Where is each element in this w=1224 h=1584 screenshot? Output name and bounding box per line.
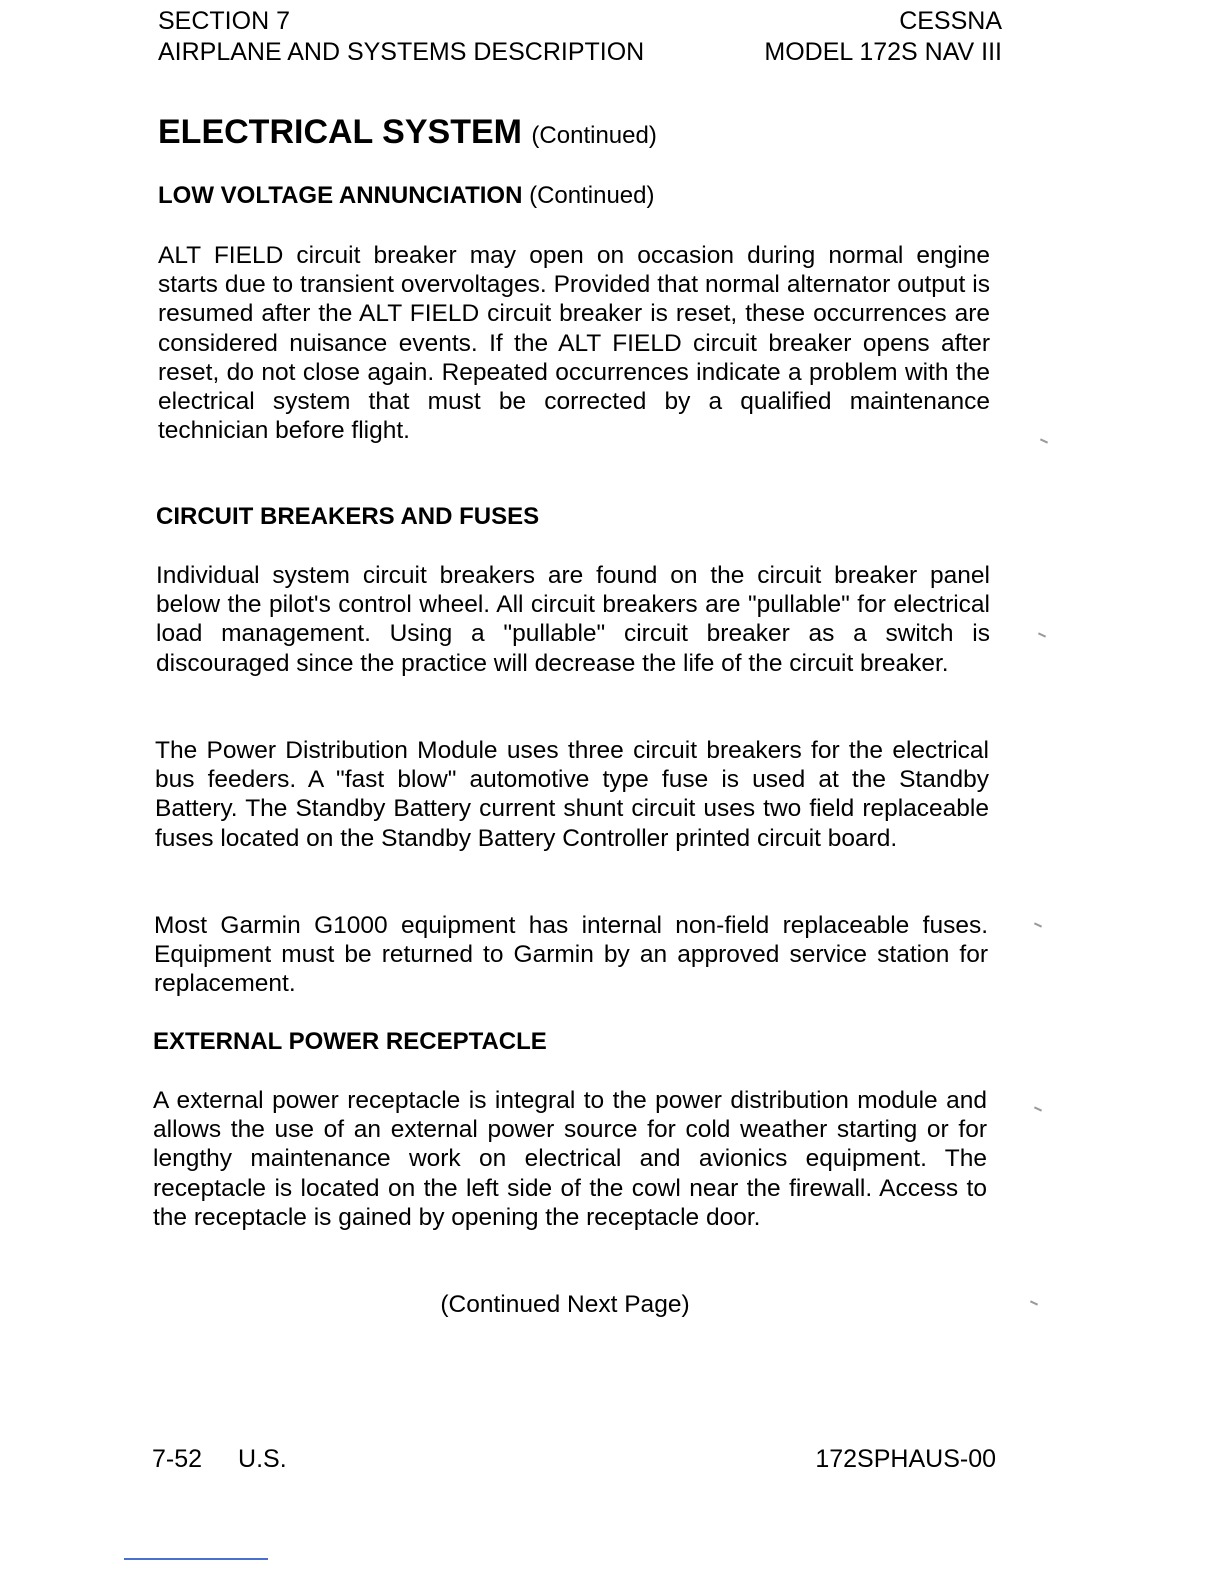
page-title	[158, 112, 657, 156]
paragraph-low-voltage: ALT FIELD circuit breaker may open on occasion during normal engine starts due to transient overvoltages. Provided that normal alternator output is resumed after the ALT FIELD circuit breaker is reset, these occurrences are considered nuisance events. If the ALT FIELD circuit breaker opens after reset, do not close again. Repeated occurrences indicate a problem with the electrical system that must be corrected by a qualified maintenance technician before flight.	[158, 242, 990, 445]
scan-speck	[1040, 438, 1048, 443]
model-label: MODEL 172S NAV III	[764, 38, 1002, 66]
heading-low-voltage-text: LOW VOLTAGE ANNUNCIATION	[158, 182, 523, 209]
region-label: U.S.	[238, 1445, 287, 1473]
paragraph-circuit-breakers-3: Most Garmin G1000 equipment has internal non-field replaceable fuses. Equipment must be returned to Garmin by an approved service station for replacement.	[154, 912, 988, 998]
section-description: AIRPLANE AND SYSTEMS DESCRIPTION	[158, 38, 645, 66]
paragraph-circuit-breakers-2: The Power Distribution Module uses three circuit breakers for the electrical bus feeders. A "fast blow" automotive type fuse is used at the Standby Battery. The Standby Battery current shunt circuit uses two field replaceable fuses located on the Standby Battery Controller printed circuit board.	[155, 737, 989, 852]
blue-underline-mark	[124, 1558, 268, 1560]
continued-next-page: (Continued Next Page)	[440, 1291, 690, 1318]
heading-low-voltage-annunciation	[158, 181, 654, 211]
document-code: 172SPHAUS-00	[815, 1445, 996, 1473]
running-header-left	[158, 6, 644, 68]
manufacturer-label: CESSNA	[899, 7, 1002, 35]
section-label: SECTION 7	[158, 7, 290, 35]
page-number: 7-52	[152, 1445, 203, 1473]
scan-speck	[1034, 922, 1042, 927]
paragraph-external-power: A external power receptacle is integral to the power distribution module and allows the use of an external power source for cold weather starting or for lengthy maintenance work on electrical and avionics equipment. The receptacle is located on the left side of the cowl near the firewall. Access to the receptacle is gained by opening the receptacle door.	[153, 1087, 987, 1231]
heading-external-power-receptacle: EXTERNAL POWER RECEPTACLE	[153, 1028, 547, 1055]
heading-circuit-breakers-and-fuses: CIRCUIT BREAKERS AND FUSES	[156, 503, 540, 530]
footer-left	[152, 1444, 287, 1475]
running-header-right	[764, 6, 1002, 68]
heading-low-voltage-continued: (Continued)	[529, 182, 655, 209]
paragraph-circuit-breakers-1: Individual system circuit breakers are found on the circuit breaker panel below the pilot's control wheel. All circuit breakers are "pullable" for electrical load management. Using a "pullable" circuit breaker as a switch is discouraged since the practice will decrease the life of the circuit breaker.	[156, 562, 990, 677]
page-title-main: ELECTRICAL SYSTEM	[158, 113, 522, 151]
page-title-continued: (Continued)	[531, 122, 657, 149]
scan-speck	[1038, 632, 1046, 637]
scan-speck	[1034, 1106, 1042, 1111]
